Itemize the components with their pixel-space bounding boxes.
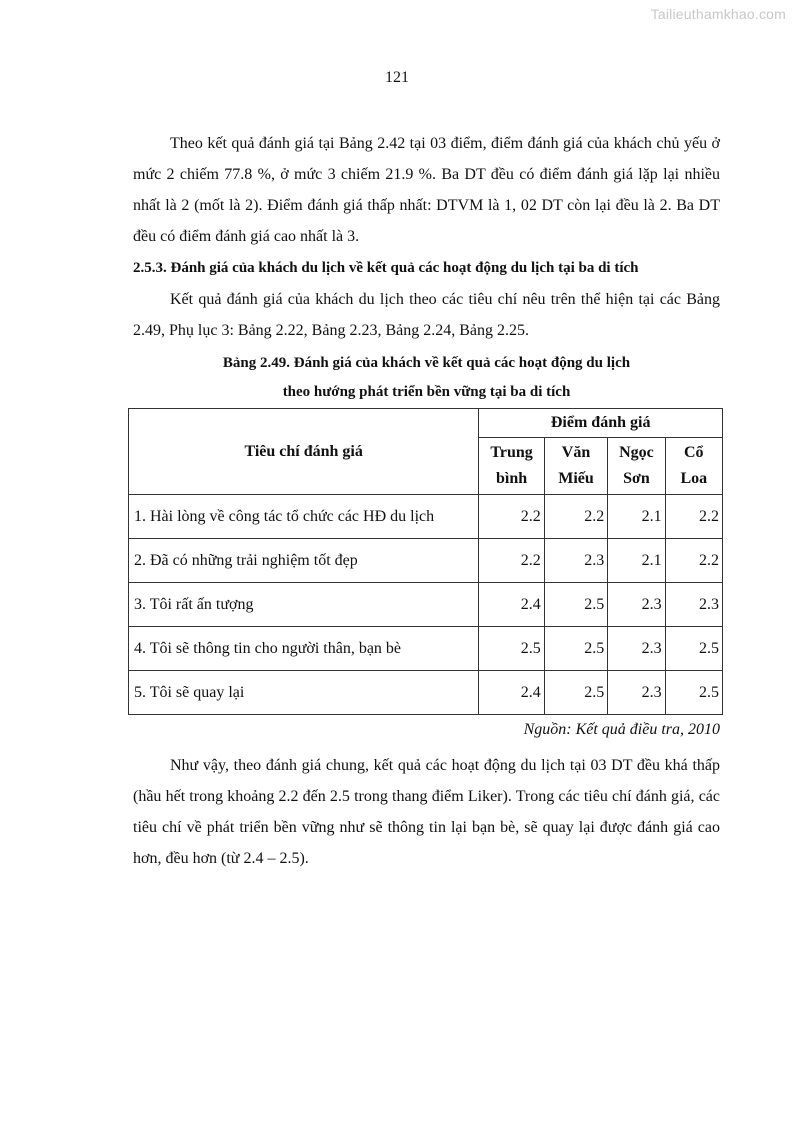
cell-value: 2.3 xyxy=(544,539,607,583)
row-label: 4. Tôi sẽ thông tin cho người thân, bạn bè xyxy=(129,627,479,671)
column-header: Văn Miếu xyxy=(544,438,607,495)
cell-value: 2.3 xyxy=(608,583,665,627)
criteria-header: Tiêu chí đánh giá xyxy=(129,409,479,495)
cell-value: 2.2 xyxy=(479,539,544,583)
cell-value: 2.5 xyxy=(665,671,722,715)
cell-value: 2.5 xyxy=(665,627,722,671)
cell-value: 2.5 xyxy=(479,627,544,671)
cell-value: 2.1 xyxy=(608,539,665,583)
cell-value: 2.4 xyxy=(479,671,544,715)
watermark: Tailieuthamkhao.com xyxy=(650,6,786,22)
row-label: 3. Tôi rất ấn tượng xyxy=(129,583,479,627)
page-number: 121 xyxy=(385,69,409,86)
evaluation-table xyxy=(128,408,723,715)
row-label: 5. Tôi sẽ quay lại xyxy=(129,671,479,715)
cell-value: 2.2 xyxy=(479,495,544,539)
column-header: Trung bình xyxy=(479,438,544,495)
paragraph-1: Theo kết quả đánh giá tại Bảng 2.42 tại 03 điểm, điểm đánh giá của khách chủ yếu ở mức 2 chiếm 77.8 %, ở mức 3 chiếm 21.9 %. Ba DT đều có điểm đánh giá lặp lại nhiều nhất là 2 (mốt là 2). Điểm đánh giá thấp nhất: DTVM là 1, 02 DT còn lại đều là 2. Ba DT đều có điểm đánh giá cao nhất là 3. xyxy=(133,135,720,245)
score-group-header: Điểm đánh giá xyxy=(479,409,723,438)
table-row xyxy=(129,539,723,583)
column-header: Cổ Loa xyxy=(665,438,722,495)
section-heading: 2.5.3. Đánh giá của khách du lịch về kết quả các hoạt động du lịch tại ba di tích xyxy=(133,260,639,276)
cell-value: 2.5 xyxy=(544,627,607,671)
row-label: 2. Đã có những trải nghiệm tốt đẹp xyxy=(129,539,479,583)
paragraph-2: Kết quả đánh giá của khách du lịch theo các tiêu chí nêu trên thể hiện tại các Bảng 2.49, Phụ lục 3: Bảng 2.22, Bảng 2.23, Bảng 2.24, Bảng 2.25. xyxy=(133,291,720,339)
cell-value: 2.3 xyxy=(608,627,665,671)
cell-value: 2.5 xyxy=(544,583,607,627)
cell-value: 2.5 xyxy=(544,671,607,715)
row-label: 1. Hài lòng về công tác tổ chức các HĐ du lịch xyxy=(129,495,479,539)
table-row xyxy=(129,671,723,715)
table-row xyxy=(129,583,723,627)
table-caption-line-1: Bảng 2.49. Đánh giá của khách về kết quả các hoạt động du lịch xyxy=(222,355,631,371)
cell-value: 2.2 xyxy=(665,539,722,583)
table-source: Nguồn: Kết quả điều tra, 2010 xyxy=(523,721,720,738)
column-header: Ngọc Sơn xyxy=(608,438,665,495)
table-caption-line-2: theo hướng phát triển bền vững tại ba di tích xyxy=(282,384,571,400)
cell-value: 2.2 xyxy=(544,495,607,539)
paragraph-3: Như vậy, theo đánh giá chung, kết quả các hoạt động du lịch tại 03 DT đều khá thấp (hầu hết trong khoảng 2.2 đến 2.5 trong thang điểm Liker). Trong các tiêu chí đánh giá, các tiêu chí về phát triển bền vững như sẽ thông tin lại bạn bè, sẽ quay lại được đánh giá cao hơn, đều hơn (từ 2.4 – 2.5). xyxy=(133,757,720,867)
table-row xyxy=(129,495,723,539)
cell-value: 2.3 xyxy=(665,583,722,627)
table-row xyxy=(129,627,723,671)
cell-value: 2.2 xyxy=(665,495,722,539)
page-content xyxy=(133,128,720,874)
cell-value: 2.3 xyxy=(608,671,665,715)
cell-value: 2.1 xyxy=(608,495,665,539)
cell-value: 2.4 xyxy=(479,583,544,627)
table-caption xyxy=(133,349,720,407)
